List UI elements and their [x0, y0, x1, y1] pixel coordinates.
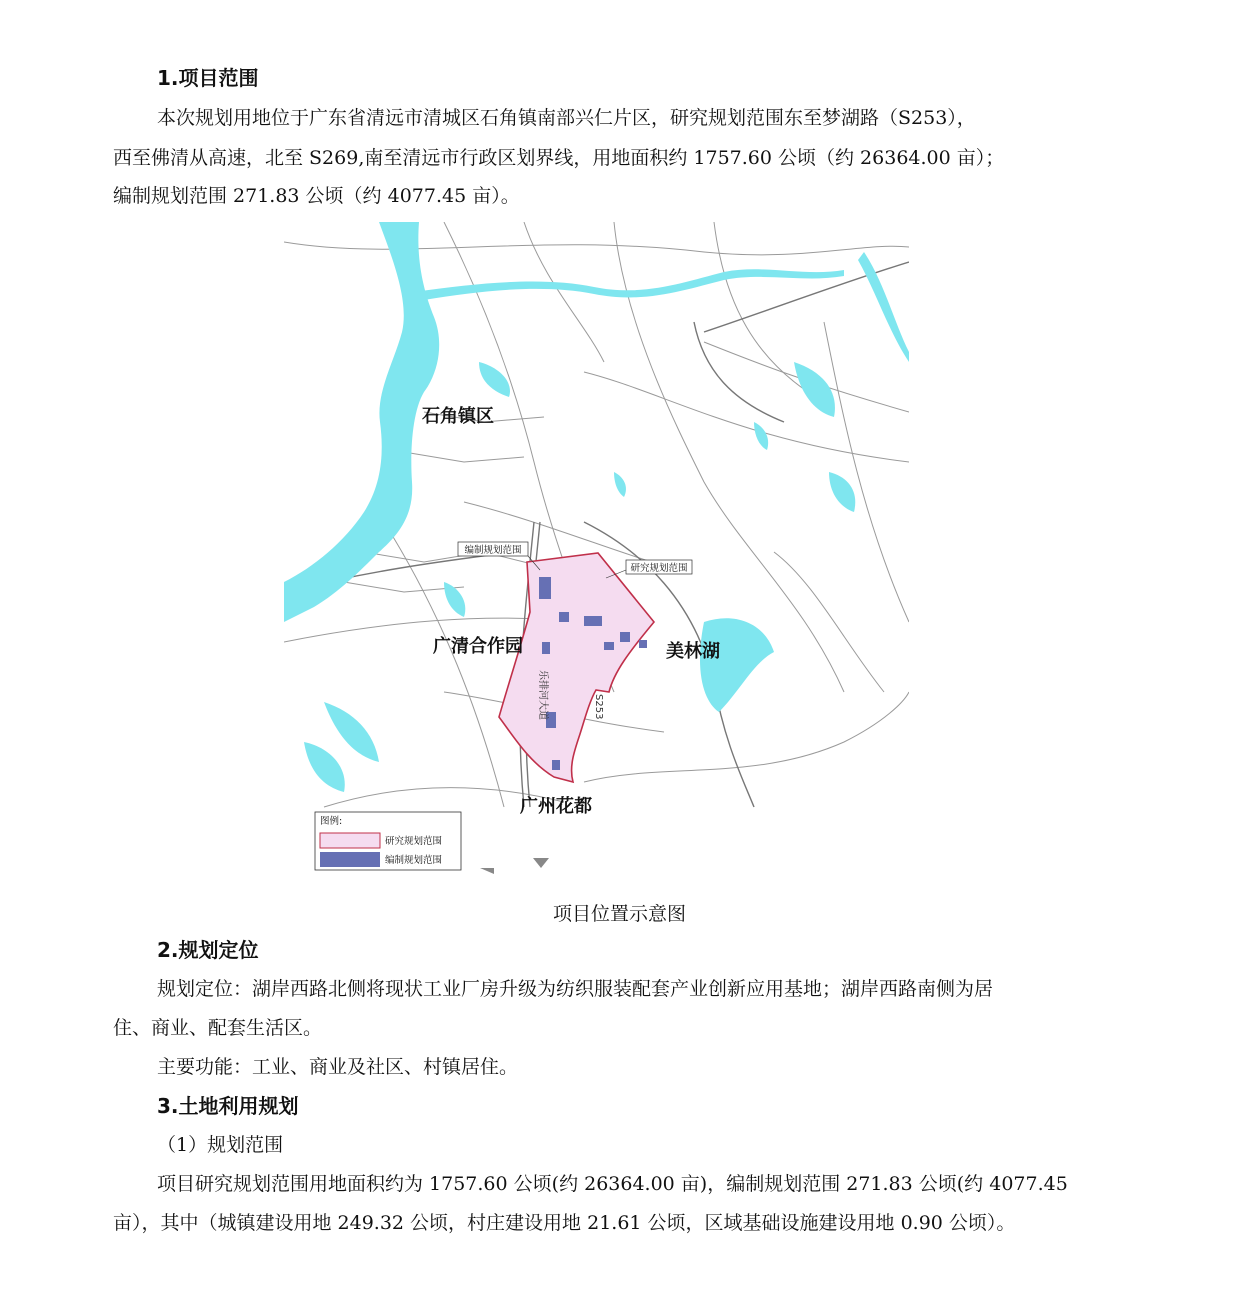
- label-shijiao: 石角镇区: [422, 406, 494, 427]
- direction-arrows: [480, 858, 549, 874]
- section-1-line-1: 本次规划用地位于广东省清远市清城区石角镇南部兴仁片区，研究规划范围东至梦湖路（S253），: [157, 107, 976, 129]
- section-3-subheading: （1）规划范围: [157, 1134, 284, 1156]
- section-1-line-3: 编制规划范围 271.83 公顷（约 4077.45 亩）。: [113, 185, 520, 207]
- section-2-heading: 2.规划定位: [157, 938, 259, 962]
- route-label: S253: [593, 694, 604, 720]
- label-meilinhu: 美林湖: [666, 641, 720, 662]
- section-3-heading: 3.土地利用规划: [157, 1094, 299, 1118]
- section-2-line-3: 主要功能：工业、商业及社区、村镇居住。: [157, 1056, 519, 1078]
- road-label: 乐排河大道: [537, 670, 548, 720]
- section-1-line-2: 西至佛清从高速，北至 S269,南至清远市行政区划界线，用地面积约 1757.60 公顷（约 26364.00 亩）；: [113, 147, 1005, 169]
- legend-title: 图例:: [320, 816, 343, 827]
- section-1-heading: 1.项目范围: [157, 66, 259, 90]
- figure-caption: 项目位置示意图: [552, 903, 686, 925]
- legend-study: 研究规划范围: [385, 836, 443, 847]
- svg-text:研究规划范围: 研究规划范围: [630, 563, 688, 574]
- project-location-map: [284, 222, 909, 882]
- label-guangqing: 广清合作园: [433, 636, 523, 657]
- section-2-line-2: 住、商业、配套生活区。: [113, 1017, 323, 1039]
- section-2-line-1: 规划定位：湖岸西路北侧将现状工业厂房升级为纺织服装配套产业创新应用基地；湖岸西路南侧为居: [157, 978, 994, 1000]
- section-3-line-2: 亩），其中（城镇建设用地 249.32 公顷，村庄建设用地 21.61 公顷，区域基础设施建设用地 0.90 公顷）。: [113, 1212, 1016, 1234]
- map-legend: [315, 812, 461, 870]
- legend-compile: 编制规划范围: [385, 855, 443, 866]
- section-3-line-1: 项目研究规划范围用地面积约为 1757.60 公顷(约 26364.00 亩)，编制规划范围 271.83 公顷(约 4077.45: [157, 1173, 1068, 1195]
- label-huadu: 广州花都: [520, 796, 592, 817]
- svg-text:编制规划范围: 编制规划范围: [464, 545, 522, 556]
